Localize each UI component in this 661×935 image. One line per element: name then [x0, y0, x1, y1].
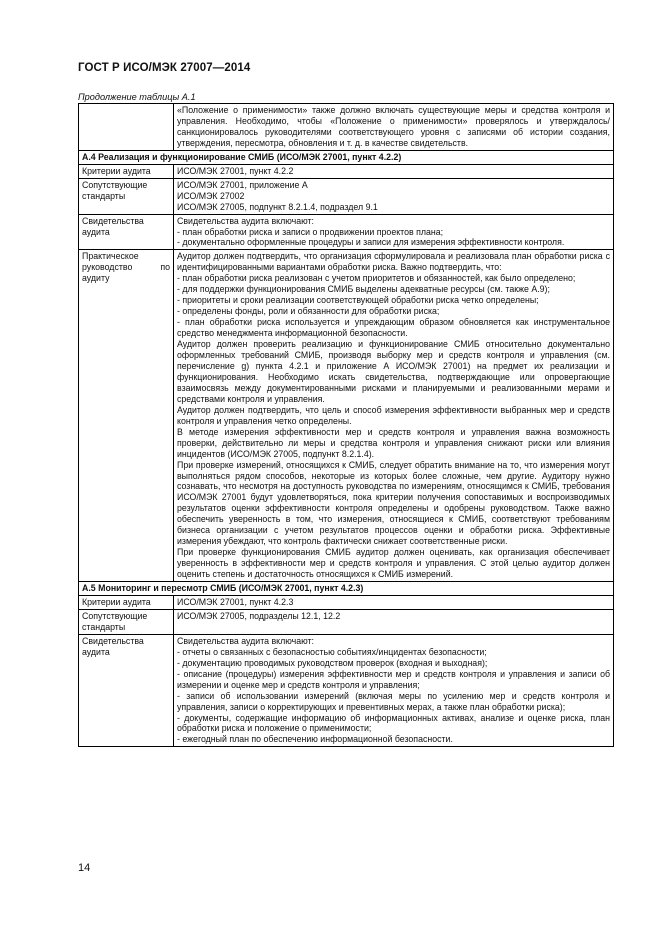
guidance-label: Практическое руководство по аудиту: [79, 250, 174, 582]
guidance-paragraph: Аудитор должен проверить реализацию и функционирование СМИБ относительно документально оформленных требований СМИБ, производя выборку мер и средств контроля и управления (см. перечисление g) пункта 4.2.1 и приложение А ИСО/МЭК 27001) на предмет их реализации и функционирования. Необходимо искать свидетельства, подтверждающие или опровергающие взаимосвязь между документированными рисками и планируемыми и реализованными мерами и средствами контроля и управления.: [177, 339, 610, 404]
guidance-paragraph: - для поддержки функционирования СМИБ выделены адекватные ресурсы (см. также А.9);: [177, 284, 550, 295]
section-header-a4: [79, 150, 614, 164]
criteria-value: ИСО/МЭК 27001, пункт 4.2.2: [174, 164, 614, 178]
evidence-label: Свидетельства аудита: [79, 634, 174, 747]
standards-value: ИСО/МЭК 27005, подразделы 12.1, 12.2: [174, 609, 614, 634]
section-header-a5: [79, 582, 614, 596]
standards-label: Сопутствующие стандарты: [79, 178, 174, 214]
guidance-paragraph: При проверке измерений, относящихся к СМИБ, следует обратить внимание на то, что измерения могут выполняться рядом способов, некоторые из которых более сложные, чем другие. Аудитору нужно сознавать, что несмотря на доступность руководства по измерениям, относящимся к СМИБ, требования ИСО/МЭК 27001 будут удовлетворяться, пока критерии получения сопоставимых и воспроизводимых результатов оценки эффективности контроля определены и одобрены руководством. Также важно обеспечить уверенность в том, что измерения, относящиеся к СМИБ, соответствуют требованиям бизнеса организации с учетом результатов процессов оценки и обработки риска. Эффективные измерения убеждают, что контроль фактически снижает соответственные риски.: [177, 459, 610, 547]
evidence-line: - план обработки риска и записи о продвижении проектов плана;: [177, 226, 444, 237]
table-row: [79, 609, 614, 634]
standards-line: ИСО/МЭК 27002: [177, 190, 245, 201]
evidence-line: - документально оформленные процедуры и записи для измерения эффективности контроля.: [177, 237, 565, 248]
standards-line: ИСО/МЭК 27001, приложение А: [177, 179, 308, 190]
table-row-continuation: [79, 104, 614, 151]
evidence-line: - документы, содержащие информацию об информационных активах, анализе и оценке риска, план обработки риска и положение о применимости;: [177, 712, 610, 734]
table-row: [79, 595, 614, 609]
section-title-a4: А.4 Реализация и функционирование СМИБ (ИСО/МЭК 27001, пункт 4.2.2): [79, 150, 614, 164]
guidance-paragraph: Аудитор должен подтвердить, что цель и способ измерения эффективности выбранных мер и средств контроля и управления четко определены.: [177, 404, 610, 426]
standards-value: [174, 178, 614, 214]
guidance-paragraph: При проверке функционирования СМИБ аудитор должен оценивать, как организация обеспечивает уверенность в эффективности мер и средств контроля и управления. С этой целью аудитор должен оценить степень и достаточность относящихся к СМИБ измерений.: [177, 547, 610, 580]
evidence-line: - отчеты о связанных с безопасностью событиях/инцидентах безопасности;: [177, 646, 487, 657]
criteria-value: ИСО/МЭК 27001, пункт 4.2.3: [174, 595, 614, 609]
document-header: ГОСТ Р ИСО/МЭК 27007—2014: [78, 62, 251, 74]
section-title-a5: А.5 Мониторинг и пересмотр СМИБ (ИСО/МЭК 27001, пункт 4.2.3): [79, 582, 614, 596]
criteria-label: Критерии аудита: [79, 164, 174, 178]
guidance-paragraph: В методе измерения эффективности мер и средств контроля и управления важна возможность проверки, действительно ли меры и средства контроля и управления снижают риски или влияния инцидентов (ИСО/МЭК 27005, подпункт 8.2.1.4).: [177, 426, 610, 459]
table-row: [79, 214, 614, 250]
evidence-label: Свидетельства аудита: [79, 214, 174, 250]
evidence-value: [174, 634, 614, 747]
evidence-value: [174, 214, 614, 250]
evidence-line: Свидетельства аудита включают:: [177, 635, 314, 646]
evidence-line: - записи об использовании измерений (включая меры по усилению мер и средств контроля и управления, записи о корректирующих и превентивных мерах, а также план обработки риска);: [177, 690, 610, 712]
guidance-paragraph: - определены фонды, роли и обязанности для обработки риска;: [177, 306, 440, 317]
table-row: [79, 178, 614, 214]
audit-table: [78, 103, 614, 747]
evidence-line: - ежегодный план по обеспечению информационной безопасности.: [177, 734, 453, 745]
table-row: [79, 164, 614, 178]
table-row: [79, 634, 614, 747]
evidence-line: - документацию проводимых руководством проверок (входная и выходная);: [177, 657, 488, 668]
guidance-paragraph: - приоритеты и сроки реализации соответствующей обработки риска четко определены;: [177, 295, 539, 306]
criteria-label: Критерии аудита: [79, 595, 174, 609]
standards-label: Сопутствующие стандарты: [79, 609, 174, 634]
table-row: [79, 250, 614, 582]
guidance-paragraph: Аудитор должен подтвердить, что организация сформулировала и реализовала план обработки риска с идентифицированными вариантами обработки риска. Важно подтвердить, что:: [177, 251, 610, 273]
table-caption: Продолжение таблицы А.1: [78, 92, 196, 102]
evidence-line: - описание (процедуры) измерения эффективности мер и средств контроля и управления и записи об измерении и оценке мер и средств контроля и управления;: [177, 668, 610, 690]
standards-line: ИСО/МЭК 27005, подпункт 8.2.1.4, подраздел 9.1: [177, 201, 378, 212]
guidance-value: [174, 250, 614, 582]
evidence-line: Свидетельства аудита включают:: [177, 215, 314, 226]
empty-label-cell: [79, 104, 174, 151]
continuation-text: «Положение о применимости» также должно включать существующие меры и средства контроля и управления. Необходимо, чтобы «Положение о применимости» проверялось и утверждалось/санкционировалось руководителями соответствующего уровня с записями об истории создания, утверждения, пересмотра, обновления и т. д. в качестве свидетельств.: [174, 104, 614, 151]
guidance-paragraph: - план обработки риска реализован с учетом приоритетов и обязанностей, как было определено;: [177, 273, 576, 284]
page-number: 14: [78, 862, 91, 874]
guidance-paragraph: - план обработки риска используется и упреждающим образом обновляется как инструментальное средство менеджмента информационной безопасности.: [177, 317, 610, 339]
